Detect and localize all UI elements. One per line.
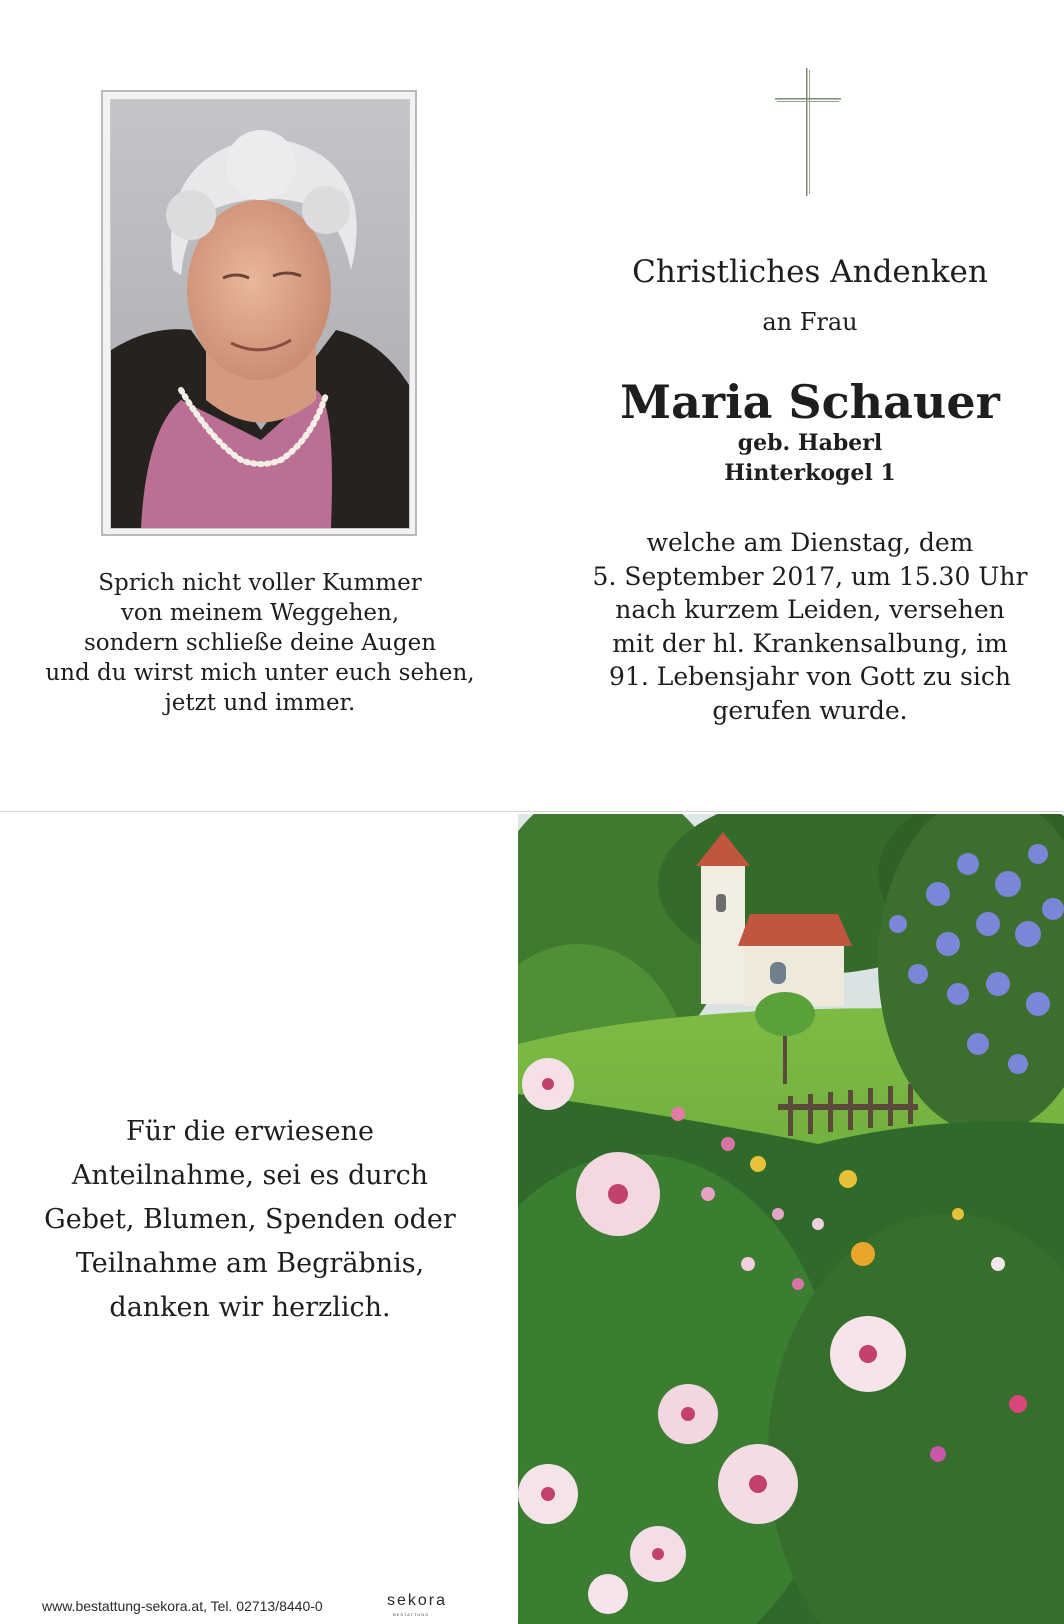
- address: Hinterkogel 1: [724, 460, 896, 486]
- cross-icon: [775, 68, 841, 198]
- notice-line: 91. Lebensjahr von Gott zu sich: [609, 662, 1011, 691]
- poem-line: sondern schließe deine Augen: [83, 630, 437, 656]
- notice-line: 5. September 2017, um 15.30 Uhr: [592, 561, 1028, 591]
- footer-contact: www.bestattung-sekora.at, Tel. 02713/8440-0: [42, 1598, 323, 1614]
- thanks-line: Anteilnahme, sei es durch: [71, 1160, 429, 1191]
- thanks-line: danken wir herzlich.: [109, 1292, 391, 1323]
- memorial-title: Christliches Andenken: [632, 254, 988, 290]
- death-notice: [580, 526, 1040, 727]
- portrait-illustration: [111, 100, 409, 528]
- poem-line: von meinem Weggehen,: [120, 600, 400, 626]
- poem-line: jetzt und immer.: [164, 690, 356, 716]
- poem-line: und du wirst mich unter euch sehen,: [45, 660, 475, 686]
- thanks-text: [30, 1110, 470, 1330]
- brand-subtitle: BESTATTUNG: [393, 1612, 430, 1617]
- maiden-name: geb. Haberl: [737, 430, 883, 456]
- garden-chapel-photo: [518, 814, 1064, 1624]
- deceased-name: Maria Schauer: [620, 375, 1000, 429]
- thanks-line: Gebet, Blumen, Spenden oder: [44, 1204, 456, 1235]
- poem: [40, 568, 480, 718]
- poem-line: Sprich nicht voller Kummer: [98, 570, 422, 596]
- portrait-photo: [110, 99, 410, 529]
- notice-line: mit der hl. Krankensalbung, im: [612, 628, 1008, 658]
- notice-line: gerufen wurde.: [712, 695, 908, 725]
- fold-line: [0, 811, 1064, 812]
- thanks-line: Für die erwiesene: [126, 1116, 374, 1147]
- thanks-line: Teilnahme am Begräbnis,: [75, 1248, 425, 1279]
- brand-logo: sekora: [387, 1592, 448, 1609]
- salutation: an Frau: [762, 308, 858, 336]
- portrait-frame: [101, 90, 417, 536]
- notice-line: nach kurzem Leiden, versehen: [615, 595, 1005, 624]
- notice-line: welche am Dienstag, dem: [646, 528, 974, 557]
